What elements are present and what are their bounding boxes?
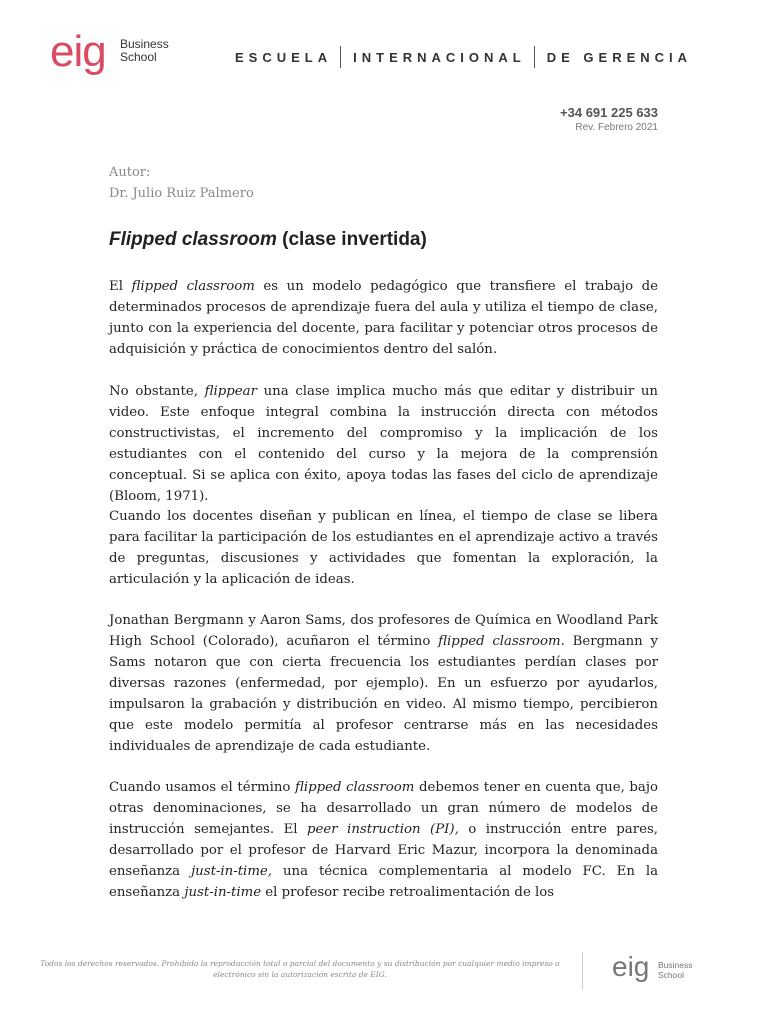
text-run: es un modelo pedagógico que transfiere el trabajo de determinados procesos de aprendizaje fuera del aula y utiliza el tiempo de clase, junto con la experiencia del docente, para facilitar y potenciar otros procesos de adquisición y práctica de conocimientos dentro del salón. <box>109 279 658 357</box>
tagline-escuela: ESCUELA <box>235 49 333 65</box>
paragraph-4 <box>109 610 658 757</box>
paragraph-2 <box>109 381 658 507</box>
eig-logo: eig <box>50 27 106 76</box>
author-name: Dr. Julio Ruiz Palmero <box>109 186 254 201</box>
text-run: una clase implica mucho más que editar y distribuir un video. Este enfoque integral combina la instrucción directa con métodos constructivistas, el incremento del compromiso y la implicación de los estudiantes con el contenido del curso y la mejora de la comprensión conceptual. Si se aplica con éxito, apoya todas las fases del ciclo de aprendizaje (Bloom, 1971). <box>109 384 658 504</box>
paragraph-5 <box>109 777 658 903</box>
paragraph-3 <box>109 506 658 590</box>
italic-term: just-in-time <box>184 885 262 900</box>
italic-term: peer instruction (PI), <box>307 822 459 837</box>
tagline-de-gerencia: DE GERENCIA <box>546 49 693 65</box>
text-run: debemos tener en cuenta que, bajo otras denominaciones, se ha desarrollado un gran número de modelos de instrucción semejantes. El <box>109 780 658 837</box>
author-label: Autor: <box>109 165 151 180</box>
logo-subtitle-line-1: Business <box>120 37 169 51</box>
text-run: Cuando usamos el término <box>109 780 295 795</box>
italic-term: flipped classroom <box>294 780 415 795</box>
text-run: el profesor recibe retroalimentación de los <box>261 885 555 900</box>
italic-term: just-in-time, <box>191 864 273 879</box>
paragraph-text <box>109 777 658 903</box>
header-tagline <box>235 46 692 68</box>
logo-subtitle <box>120 38 169 64</box>
italic-term: flipped classroom <box>131 279 255 294</box>
footer-divider <box>582 952 583 990</box>
tagline-divider <box>340 46 341 68</box>
italic-term: flippear <box>204 384 257 399</box>
phone-number: +34 691 225 633 <box>560 105 658 120</box>
text-run: . Bergmann y Sams notaron que con cierta frecuencia los estudiantes perdían clases por diversas razones (enfermedad, por ejemplo). En un esfuerzo por ayudarlos, impulsaron la grabación y distribución en video. Al mismo tiempo, percibieron que este modelo permitía al profesor centrarse más en las necesidades individuales de aprendizaje de cada estudiante. <box>109 634 659 754</box>
paragraph-1 <box>109 276 658 360</box>
text-run: una técnica complementaria al modelo FC. En la enseñanza <box>109 864 658 900</box>
footer-logo-subtitle <box>658 960 693 980</box>
title-rest: (clase invertida) <box>276 229 427 250</box>
footer-eig-logo: eig <box>612 951 650 982</box>
footer-logo-subtitle-line-1: Business <box>658 960 693 970</box>
tagline-internacional: INTERNACIONAL <box>353 49 526 65</box>
title-italic: Flipped classroom <box>109 229 277 250</box>
document-title <box>109 229 427 251</box>
logo-subtitle-line-2: School <box>120 50 157 64</box>
paragraph-text <box>109 506 658 590</box>
text-run: No obstante, <box>109 384 205 399</box>
text-run: Cuando los docentes diseñan y publican en línea, el tiempo de clase se libera para facilitar la participación de los estudiantes en el aprendizaje activo a través de preguntas, discusiones y actividades que fomentan la exploración, la articulación y la aplicación de ideas. <box>109 509 658 587</box>
revision-date: Rev. Febrero 2021 <box>575 122 658 133</box>
text-run: Jonathan Bergmann y Aaron Sams, dos profesores de Química en Woodland Park High School (Colorado), acuñaron el término <box>109 613 658 649</box>
text-run: o instrucción entre pares, desarrollado por el profesor de Harvard Eric Mazur, incorpora la denominada enseñanza <box>109 822 659 879</box>
text-run: El <box>109 279 132 294</box>
footer-logo-subtitle-line-2: School <box>658 970 684 980</box>
paragraph-text <box>109 381 658 507</box>
footer-rights-notice: Todos los derechos reservados. Prohibida la reproducción total o parcial del documento y su distribución por cualquier medio impreso o electrónico sin la autorización escrita de EIG. <box>40 959 560 979</box>
italic-term: flipped classroom <box>438 634 561 649</box>
paragraph-text <box>109 276 658 360</box>
paragraph-text <box>109 610 658 757</box>
tagline-divider <box>534 46 535 68</box>
